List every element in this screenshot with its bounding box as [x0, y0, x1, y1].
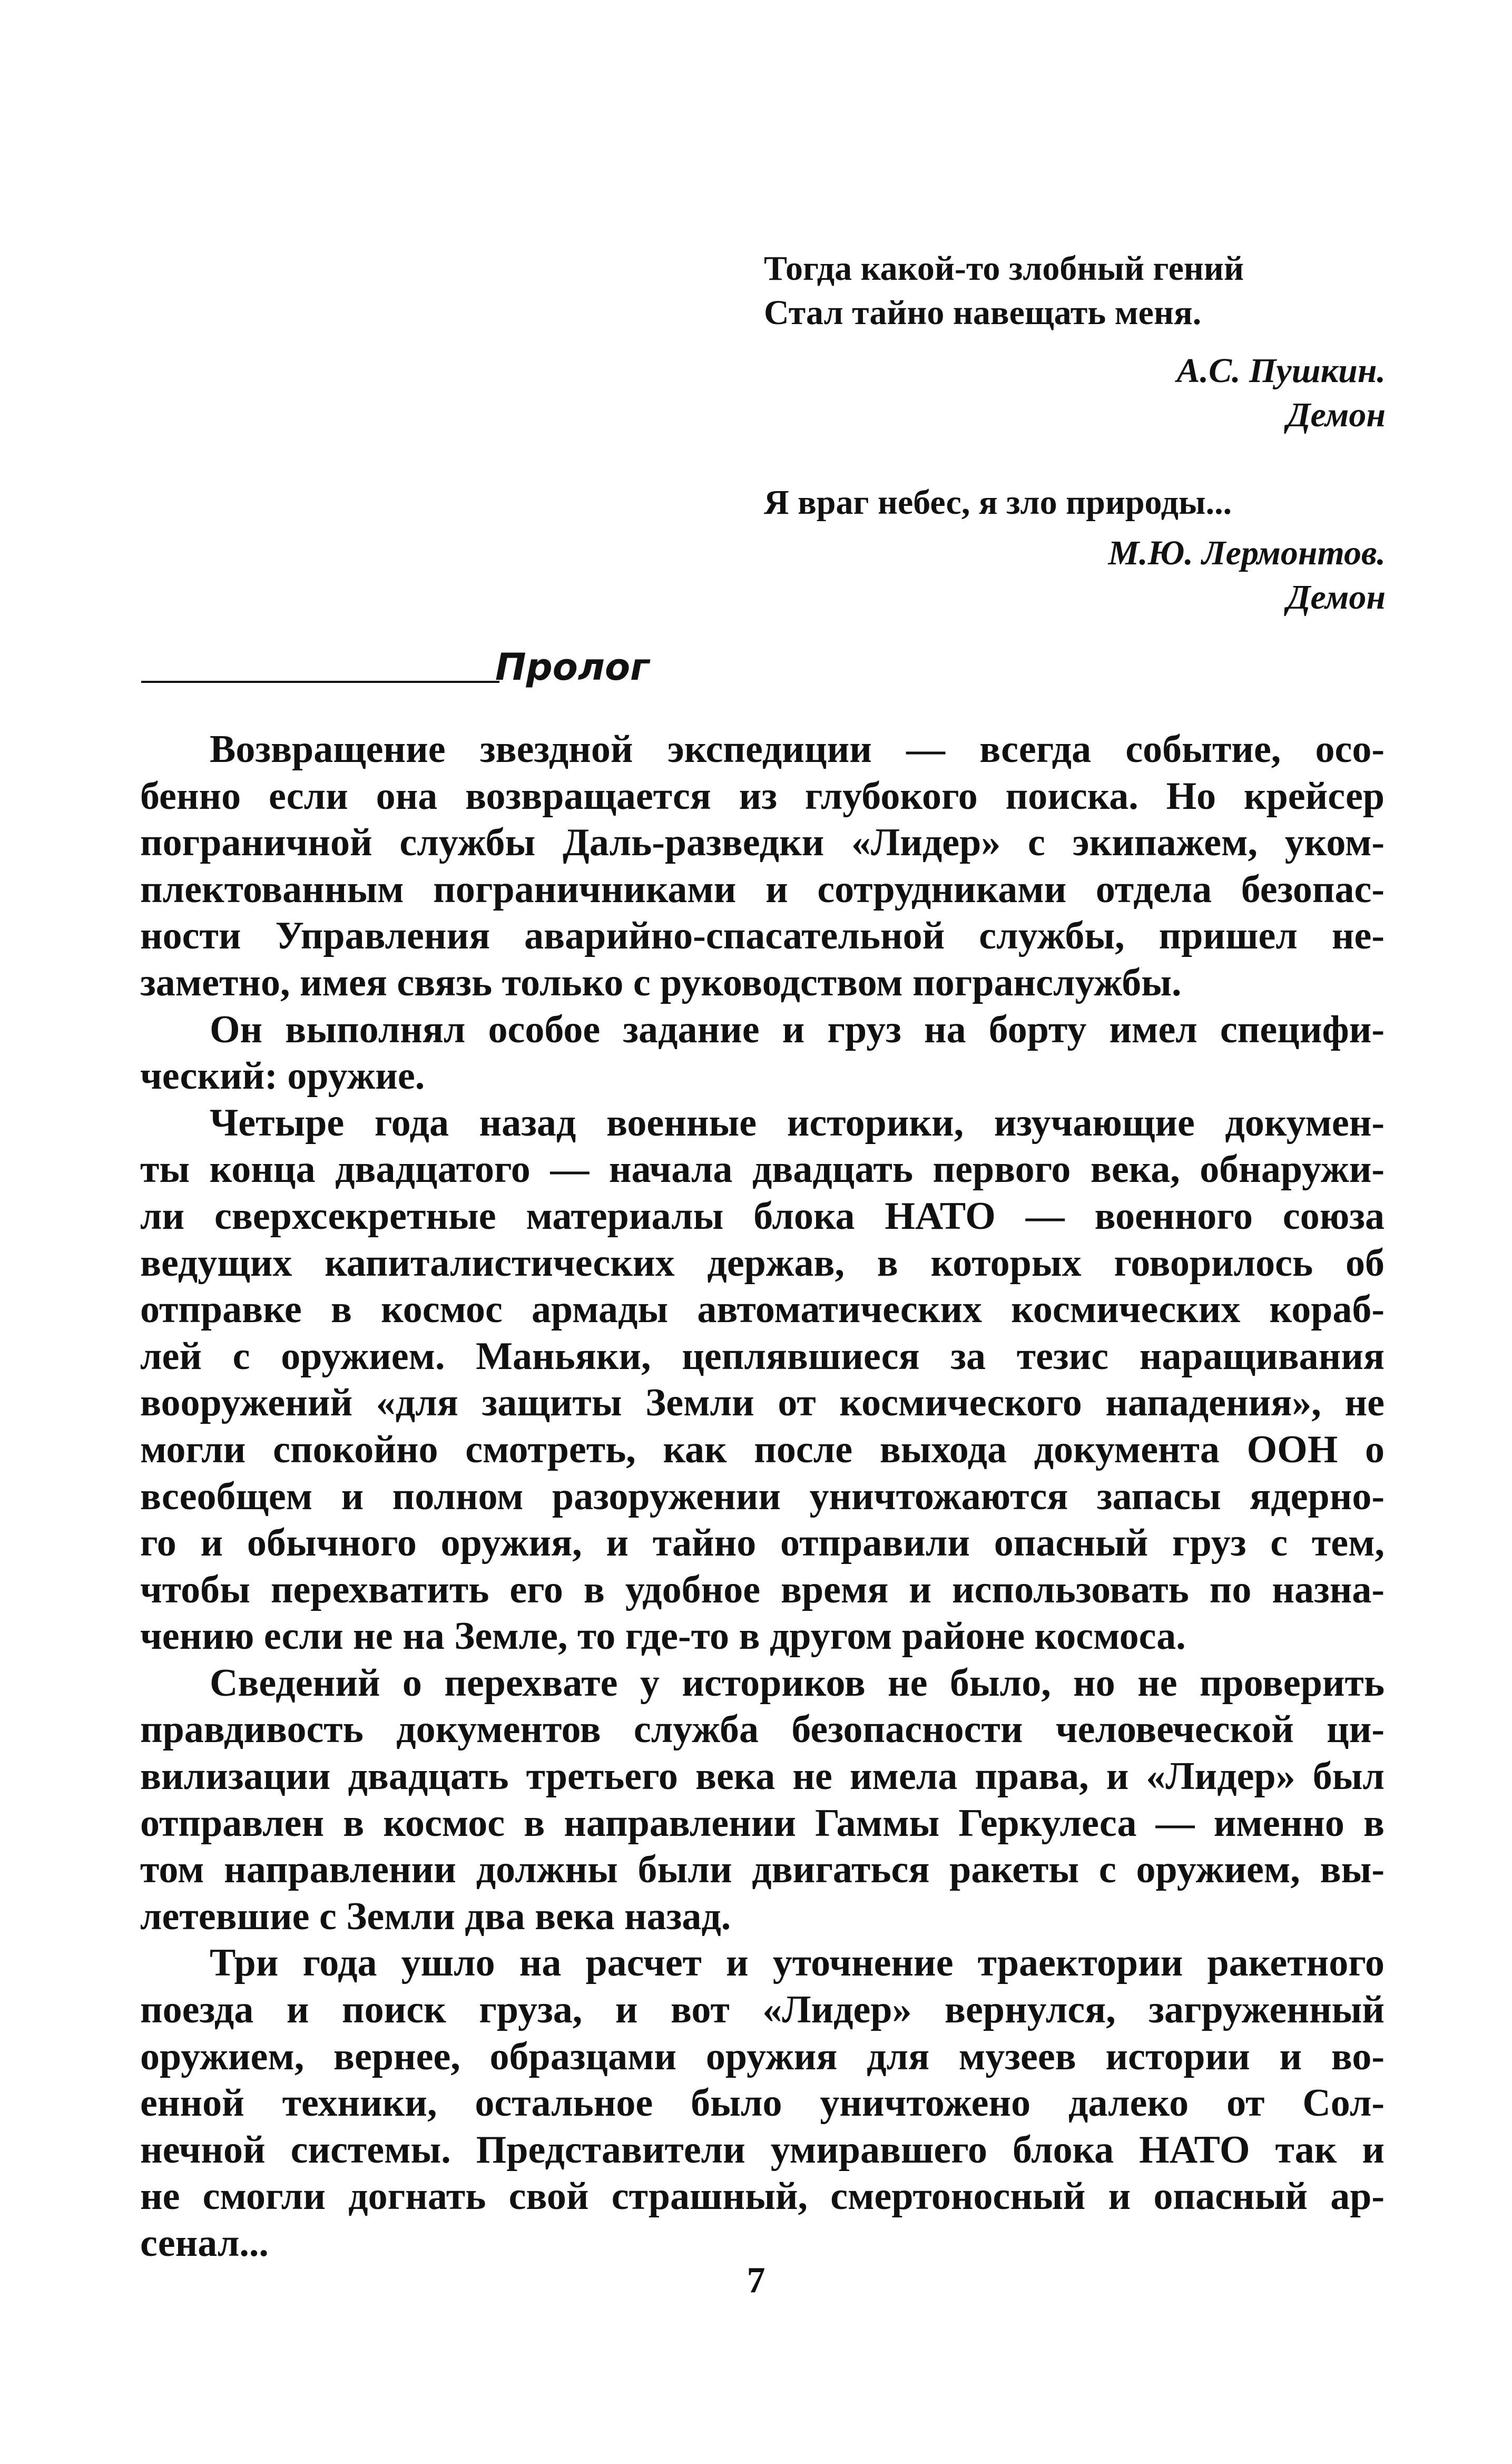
epigraph-lermontov	[764, 481, 1386, 620]
text-line: чтобы перехватить его в удобное время и использовать по назна-	[140, 1568, 1385, 1611]
paragraph	[140, 1100, 1385, 1660]
text-line: летевшие с Земли два века назад.	[140, 1894, 731, 1938]
text-line: ческий: оружие.	[140, 1054, 425, 1098]
text-line: могли спокойно смотреть, как после выхода документа ООН о	[140, 1427, 1385, 1471]
text-line: Сведений о перехвате у историков не было, но не проверить	[210, 1661, 1385, 1705]
text-line: Четыре года назад военные историки, изучающие докумен-	[210, 1101, 1385, 1145]
epigraph-pushkin	[764, 247, 1386, 437]
paragraph	[140, 1940, 1385, 2266]
text-line: не смогли догнать свой страшный, смертоносный и опасный ар-	[140, 2175, 1385, 2218]
text-line: пограничной службы Даль-разведки «Лидер» с экипажем, уком-	[140, 821, 1385, 865]
paragraph	[140, 1660, 1385, 1940]
epigraph-author: А.С. Пушкин.	[1176, 351, 1386, 390]
text-line: енной техники, остальное было уничтожено далеко от Сол-	[140, 2081, 1385, 2125]
text-line: всеобщем и полном разоружении уничтожаются запасы ядерно-	[140, 1474, 1385, 1518]
text-line: Он выполнял особое задание и груз на борту имел специфи-	[210, 1008, 1385, 1051]
page-number: 7	[747, 2260, 765, 2301]
epigraph-line: Стал тайно навещать меня.	[764, 294, 1202, 332]
text-line: ности Управления аварийно-спасательной службы, пришел не-	[140, 914, 1385, 958]
text-line: заметно, имея связь только с руководством погранслужбы.	[140, 961, 1182, 1004]
epigraph-line: Тогда какой-то злобный гений	[764, 249, 1244, 288]
text-line: Три года ушло на расчет и уточнение траектории ракетного	[210, 1941, 1385, 1985]
text-line: ведущих капиталистических держав, в которых говорилось об	[140, 1241, 1385, 1285]
text-line: поезда и поиск груза, и вот «Лидер» вернулся, загруженный	[140, 1988, 1385, 2032]
text-line: вилизации двадцать третьего века не имела права, и «Лидер» был	[140, 1755, 1385, 1798]
text-line: плектованным пограничниками и сотрудниками отдела безопас-	[140, 867, 1385, 911]
text-line: вооружений «для защиты Земли от космического нападения», не	[140, 1381, 1385, 1425]
text-line: бенно если она возвращается из глубокого поиска. Но крейсер	[140, 774, 1385, 818]
epigraph-line: Я враг небес, я зло природы...	[764, 483, 1232, 522]
body-text	[140, 726, 1385, 2267]
text-line: лей с оружием. Маньяки, цеплявшиеся за тезис наращивания	[140, 1334, 1385, 1378]
text-line: Возвращение звездной экспедиции — всегда событие, осо-	[210, 728, 1385, 771]
text-line: го и обычного оружия, и тайно отправили опасный груз с тем,	[140, 1521, 1385, 1565]
text-line: отправлен в космос в направлении Гаммы Геркулеса — именно в	[140, 1801, 1385, 1845]
text-line: том направлении должны были двигаться ракеты с оружием, вы-	[140, 1848, 1385, 1892]
paragraph	[140, 726, 1385, 1006]
text-line: сенал...	[140, 2222, 269, 2265]
text-line: чению если не на Земле, то где-то в другом районе космоса.	[140, 1615, 1186, 1658]
epigraph-work: Демон	[1287, 578, 1386, 617]
text-line: ты конца двадцатого — начала двадцать первого века, обнаружи-	[140, 1148, 1385, 1191]
text-line: правдивость документов служба безопасности человеческой ци-	[140, 1708, 1385, 1752]
chapter-title: Пролог	[495, 646, 650, 689]
heading-rule	[141, 681, 499, 683]
epigraph-author: М.Ю. Лермонтов.	[1108, 534, 1386, 572]
epigraph-work: Демон	[1287, 396, 1386, 434]
chapter-heading	[141, 646, 663, 693]
text-line: нечной системы. Представители умиравшего блока НАТО так и	[140, 2128, 1385, 2172]
paragraph	[140, 1006, 1385, 1100]
text-line: оружием, вернее, образцами оружия для музеев истории и во-	[140, 2035, 1385, 2078]
text-line: отправке в космос армады автоматических космических кораб-	[140, 1288, 1385, 1332]
text-line: ли сверхсекретные материалы блока НАТО — военного союза	[140, 1194, 1385, 1238]
